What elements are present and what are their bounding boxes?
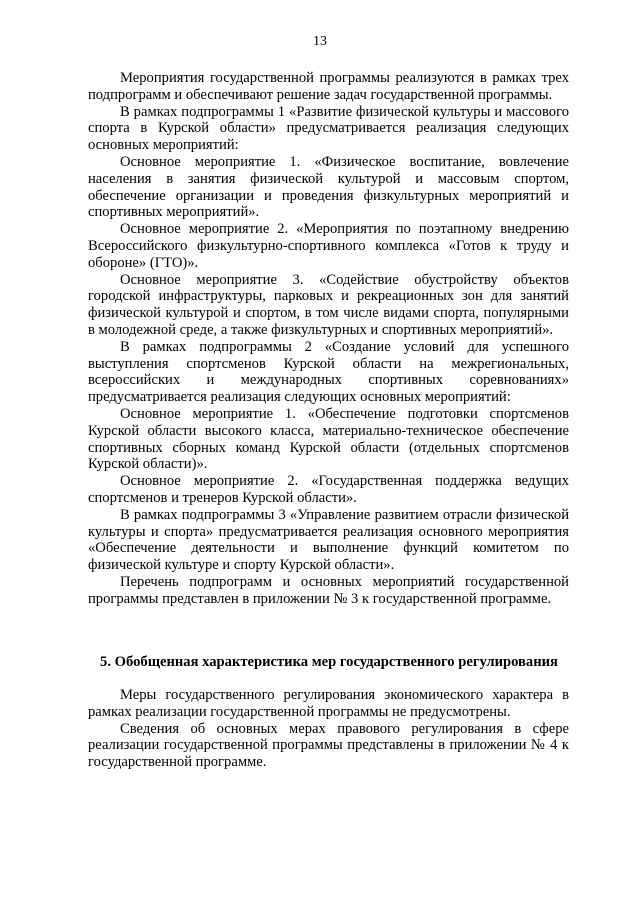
paragraph: Мероприятия государственной программы реализуются в рамках трех подпрограмм и обеспечивают решение задач государственной программы. — [88, 70, 569, 103]
paragraph: Сведения об основных мерах правового регулирования в сфере реализации государственной программы представлены в приложении № 4 к государственной программе. — [88, 720, 569, 771]
paragraph: Перечень подпрограмм и основных мероприятий государственной программы представлен в приложении № 3 к государственной программе. — [88, 573, 569, 607]
body-text — [88, 70, 569, 608]
paragraph: Основное мероприятие 1. «Обеспечение подготовки спортсменов Курской области высокого класса, материально-техническое обеспечение спортивных сборных команд Курской области (отдельных спортсменов Курской области)». — [88, 405, 569, 473]
paragraph: В рамках подпрограммы 2 «Создание условий для успешного выступления спортсменов Курской области на межрегиональных, всероссийских и международных спортивных соревнованиях» предусматривается реализация следующих основных мероприятий: — [88, 338, 569, 406]
paragraph: Меры государственного регулирования экономического характера в рамках реализации государственной программы не предусмотрены. — [88, 687, 569, 720]
paragraph: Основное мероприятие 2. «Государственная поддержка ведущих спортсменов и тренеров Курской области». — [88, 473, 569, 506]
paragraph: Основное мероприятие 2. «Мероприятия по поэтапному внедрению Всероссийского физкультурно-спортивного комплекса «Готов к труду и обороне» (ГТО)». — [88, 221, 569, 271]
section-heading: 5. Обобщенная характеристика мер государственного регулирования — [100, 654, 558, 670]
paragraph: Основное мероприятие 3. «Содействие обустройству объектов городской инфраструктуры, парковых и рекреационных зон для занятий физической культурой и спортом, в том числе видами спорта, популярными в молодежной среде, а также физкультурных и спортивных мероприятий». — [88, 271, 569, 338]
paragraph: В рамках подпрограммы 1 «Развитие физической культуры и массового спорта в Курской области» предусматривается реализация следующих основных мероприятий: — [88, 103, 569, 154]
page-number: 13 — [313, 34, 327, 49]
paragraph: Основное мероприятие 1. «Физическое воспитание, вовлечение населения в занятия физической культурой и массовым спортом, обеспечение организации и проведения физкультурных мероприятий и спортивных мероприятий». — [88, 153, 569, 221]
section-body-text — [88, 687, 569, 771]
paragraph: В рамках подпрограммы 3 «Управление развитием отрасли физической культуры и спорта» предусматривается реализация основного мероприятия «Обеспечение деятельности и выполнение функций комитетом по физической культуре и спорту Курской области». — [88, 506, 569, 574]
